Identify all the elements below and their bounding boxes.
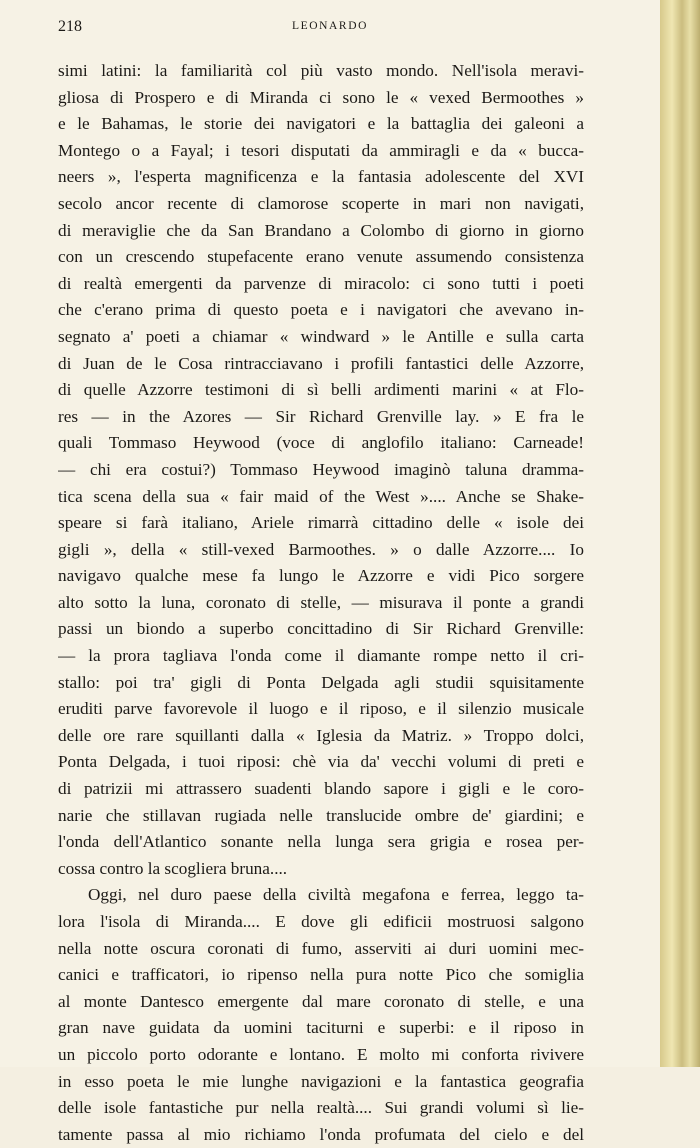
text-line: passi un biondo a superbo concittadino di Sir Richard Grenville: bbox=[58, 619, 584, 639]
text-line: Montego o a Fayal; i tesori disputati da ammiragli e da « bucca- bbox=[58, 140, 584, 160]
page-header bbox=[58, 18, 602, 42]
text-line: — chi era costui?) Tommaso Heywood imaginò taluna dramma- bbox=[58, 459, 584, 479]
text-line: cossa contro la scogliera bruna.... bbox=[58, 858, 288, 878]
text-line: alto sotto la luna, coronato di stelle, — misurava il ponte a grandi bbox=[58, 592, 584, 612]
page-number: 218 bbox=[58, 18, 82, 35]
text-line: gigli », della « still-vexed Barmoothes. » o dalle Azzorre.... Io bbox=[58, 539, 584, 559]
text-line: l'onda dell'Atlantico sonante nella lunga sera grigia e rosea per- bbox=[58, 832, 584, 852]
text-line: res — in the Azores — Sir Richard Grenville lay. » E fra le bbox=[58, 406, 584, 426]
text-line: tica scena della sua « fair maid of the West ».... Anche se Shake- bbox=[58, 486, 584, 506]
text-line: di patrizii mi attrassero suadenti blando sapore i gigli e le coro- bbox=[58, 779, 584, 799]
text-line: stallo: poi tra' gigli di Ponta Delgada agli studii squisitamente bbox=[58, 672, 584, 692]
text-line: di Juan de le Cosa rintracciavano i profili fantastici delle Azzorre, bbox=[58, 353, 584, 373]
text-line: delle isole fantastiche pur nella realtà.... Sui grandi volumi sì lie- bbox=[58, 1098, 584, 1118]
text-line: navigavo qualche mese fa lungo le Azzorre e vidi Pico sorgere bbox=[58, 566, 584, 586]
text-line: in esso poeta le mie lunghe navigazioni e la fantastica geografia bbox=[58, 1071, 584, 1091]
text-line: un piccolo porto odorante e lontano. E molto mi conforta rivivere bbox=[58, 1044, 584, 1064]
page-edge bbox=[660, 0, 700, 1067]
text-line: di realtà emergenti da parvenze di miracolo: ci sono tutti i poeti bbox=[58, 273, 584, 293]
text-line: quali Tommaso Heywood (voce di anglofilo italiano: Carneade! bbox=[58, 433, 584, 453]
text-line: lora l'isola di Miranda.... E dove gli edificii mostruosi salgono bbox=[58, 912, 584, 931]
text-line: di quelle Azzorre testimoni di sì belli ardimenti marini « at Flo- bbox=[58, 380, 584, 400]
text-line: Ponta Delgada, i tuoi riposi: chè via da' vecchi volumi di preti e bbox=[58, 752, 584, 772]
paragraph bbox=[58, 58, 584, 882]
text-line: di meraviglie che da San Brandano a Colombo di giorno in giorno bbox=[58, 220, 584, 240]
text-line: speare si farà italiano, Ariele rimarrà cittadino delle « isole dei bbox=[58, 513, 584, 533]
text-line: con un crescendo stupefacente erano venute assumendo consistenza bbox=[58, 247, 584, 267]
text-line: narie che stillavan rugiada nelle translucide ombre de' giardini; e bbox=[58, 805, 584, 825]
text-line: neers », l'esperta magnificenza e la fantasia adolescente del XVI bbox=[58, 167, 584, 187]
text-line: simi latini: la familiarità col più vasto mondo. Nell'isola meravi- bbox=[58, 61, 584, 80]
text-line: gran nave guidata da uomini taciturni e superbi: e il riposo in bbox=[58, 1018, 584, 1038]
text-line: nella notte oscura coronati di fumo, asserviti ai duri uomini mec- bbox=[58, 938, 584, 958]
text-line: Oggi, nel duro paese della civiltà megafona e ferrea, leggo ta- bbox=[88, 885, 584, 905]
text-line: che c'erano prima di questo poeta e i navigatori che avevano in- bbox=[58, 300, 584, 320]
text-line: delle ore rare squillanti dalla « Iglesia da Matriz. » Troppo dolci, bbox=[58, 725, 584, 745]
text-line: segnato a' poeti a chiamar « windward » le Antille e sulla carta bbox=[58, 326, 584, 346]
text-line: — la prora tagliava l'onda come il diamante rompe netto il cri- bbox=[58, 646, 584, 666]
text-line: canici e trafficatori, io ripenso nella pura notte Pico che somiglia bbox=[58, 965, 584, 985]
running-head: LEONARDO bbox=[291, 20, 369, 32]
text-line: secolo ancor recente di clamorose scoperte in mari non navigati, bbox=[58, 193, 584, 213]
body-text bbox=[58, 58, 584, 1148]
text-line: e le Bahamas, le storie dei navigatori e la battaglia dei galeoni a bbox=[58, 114, 584, 134]
text-line: tamente passa al mio richiamo l'onda profumata del cielo e del bbox=[58, 1124, 584, 1144]
text-line: eruditi parve favorevole il luogo e il riposo, e il silenzio musicale bbox=[58, 699, 584, 719]
text-line: al monte Dantesco emergente dal mare coronato di stelle, e una bbox=[58, 991, 584, 1011]
paragraph bbox=[58, 882, 584, 1148]
text-line: gliosa di Prospero e di Miranda ci sono le « vexed Bermoothes » bbox=[58, 87, 584, 107]
